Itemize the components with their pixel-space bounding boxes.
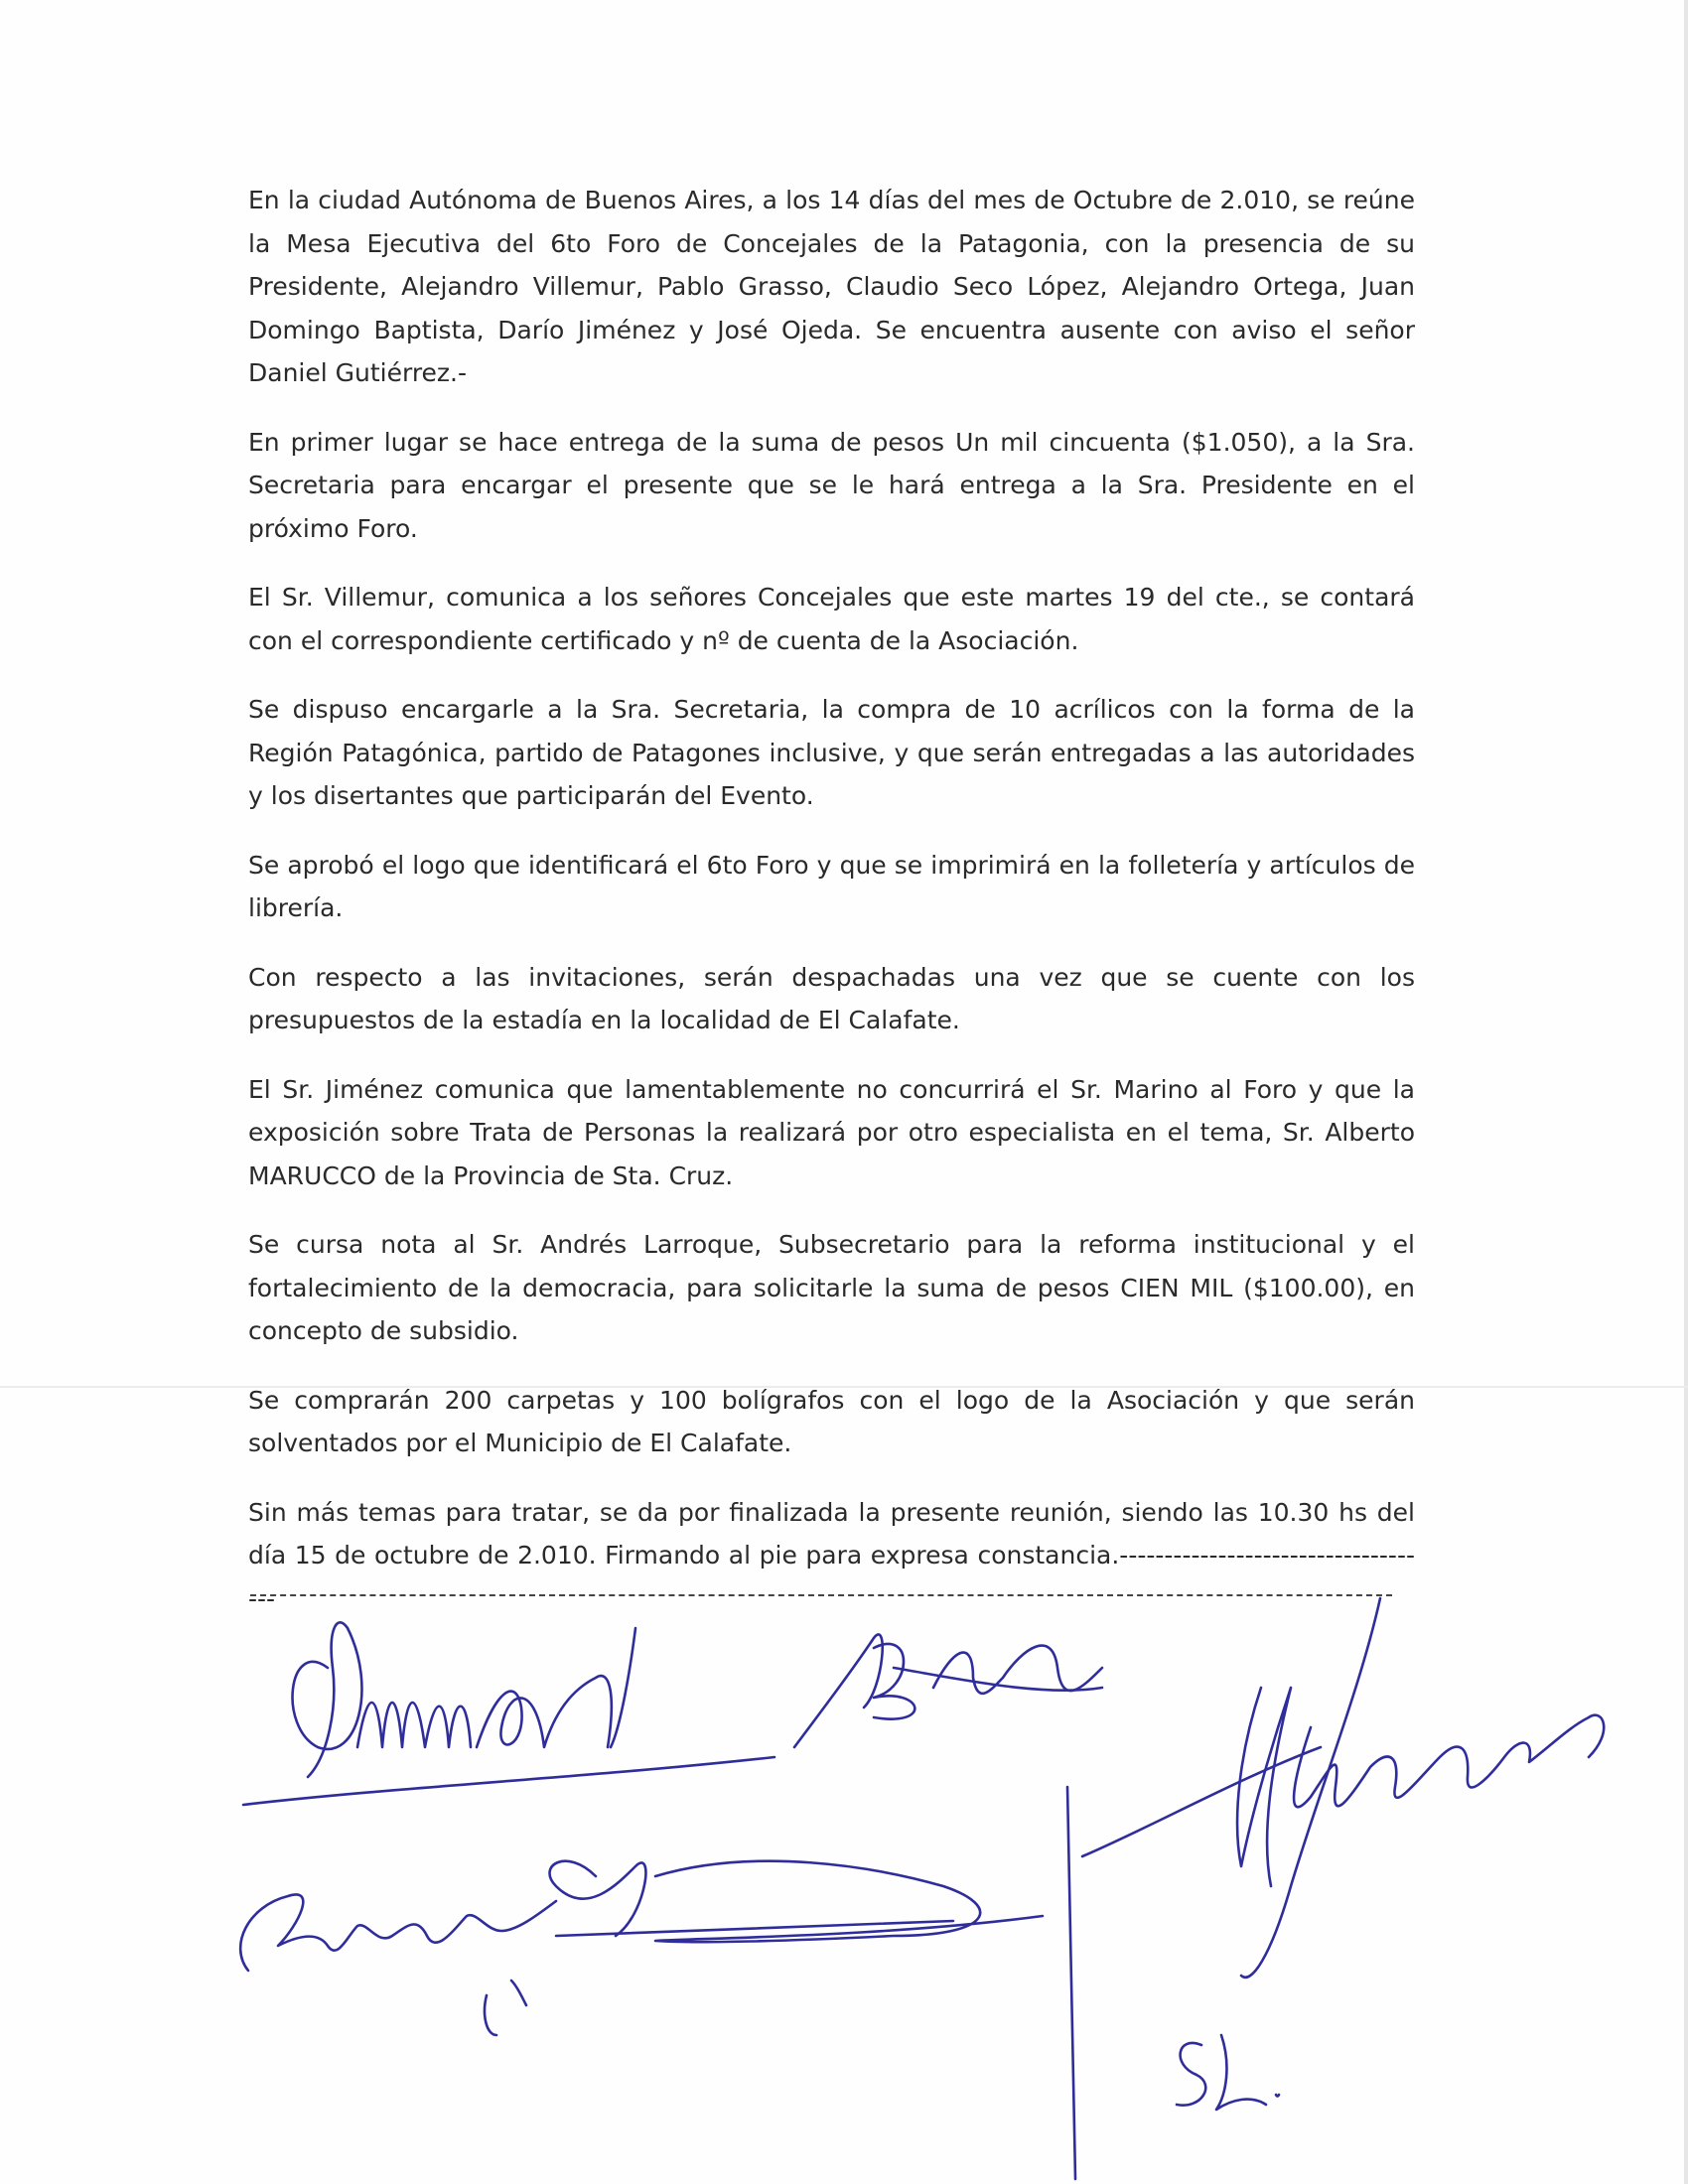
paragraph-logo: Se aprobó el logo que identificará el 6to Foro y que se imprimirá en la folletería y artículos de librería. bbox=[248, 850, 1415, 922]
signature-3 bbox=[1082, 1598, 1604, 1978]
paragraph-subsidy: Se cursa nota al Sr. Andrés Larroque, Subsecretario para la reforma institucional y el fortalecimiento de la democracia, para solicitarle la suma de pesos CIEN MIL ($100.00), en concepto de subsidio. bbox=[248, 1230, 1415, 1345]
page-edge bbox=[1684, 0, 1688, 2184]
paragraph-acrylics: Se dispuso encargarle a la Sra. Secretaria, la compra de 10 acrílicos con la forma de la Región Patagónica, partido de Patagones inclusive, y que serán entregadas a las autoridades y los disertantes que participarán del Evento. bbox=[248, 695, 1415, 810]
signature-4 bbox=[240, 1861, 1043, 2035]
signature-5 bbox=[1177, 2035, 1279, 2110]
paragraph-invitations: Con respecto a las invitaciones, serán despachadas una vez que se cuente con los presupuestos de la estadía en la localidad de El Calafate. bbox=[248, 962, 1415, 1034]
paragraph-attendance: En la ciudad Autónoma de Buenos Aires, a los 14 días del mes de Octubre de 2.010, se reúne la Mesa Ejecutiva del 6to Foro de Concejales de la Patagonia, con la presencia de su Presidente, Alejandro Villemur, Pablo Grasso, Claudio Seco López, Alejandro Ortega, Juan Domingo Baptista, Darío Jiménez y José Ojeda. Se encuentra ausente con aviso el señor Daniel Gutiérrez.- bbox=[248, 186, 1415, 387]
paragraph-certificate: El Sr. Villemur, comunica a los señores Concejales que este martes 19 del cte., se contará con el correspondiente certificado y nº de cuenta de la Asociación. bbox=[248, 583, 1415, 655]
minutes-body bbox=[248, 179, 1415, 1620]
signature-vertical-stroke bbox=[1067, 1787, 1075, 2179]
paragraph-closing: Sin más temas para tratar, se da por finalizada la presente reunión, siendo las 10.30 hs del día 15 de octubre de 2.010. Firmando al pie para expresa constancia.------------------------------------ bbox=[248, 1497, 1415, 1613]
signature-separator bbox=[250, 1594, 1392, 1596]
paragraph-payment: En primer lugar se hace entrega de la suma de pesos Un mil cincuenta ($1.050), a la Sra. Secretaria para encargar el presente que se le hará entrega a la Sra. Presidente en el próximo Foro. bbox=[248, 427, 1415, 543]
signature-2 bbox=[794, 1634, 1102, 1747]
paragraph-supplies: Se comprarán 200 carpetas y 100 bolígrafos con el logo de la Asociación y que serán solventados por el Municipio de El Calafate. bbox=[248, 1385, 1415, 1457]
paragraph-speaker: El Sr. Jiménez comunica que lamentablemente no concurrirá el Sr. Marino al Foro y que la exposición sobre Trata de Personas la realizará por otro especialista en el tema, Sr. Alberto MARUCCO de la Provincia de Sta. Cruz. bbox=[248, 1074, 1415, 1190]
signature-1 bbox=[243, 1622, 774, 1805]
